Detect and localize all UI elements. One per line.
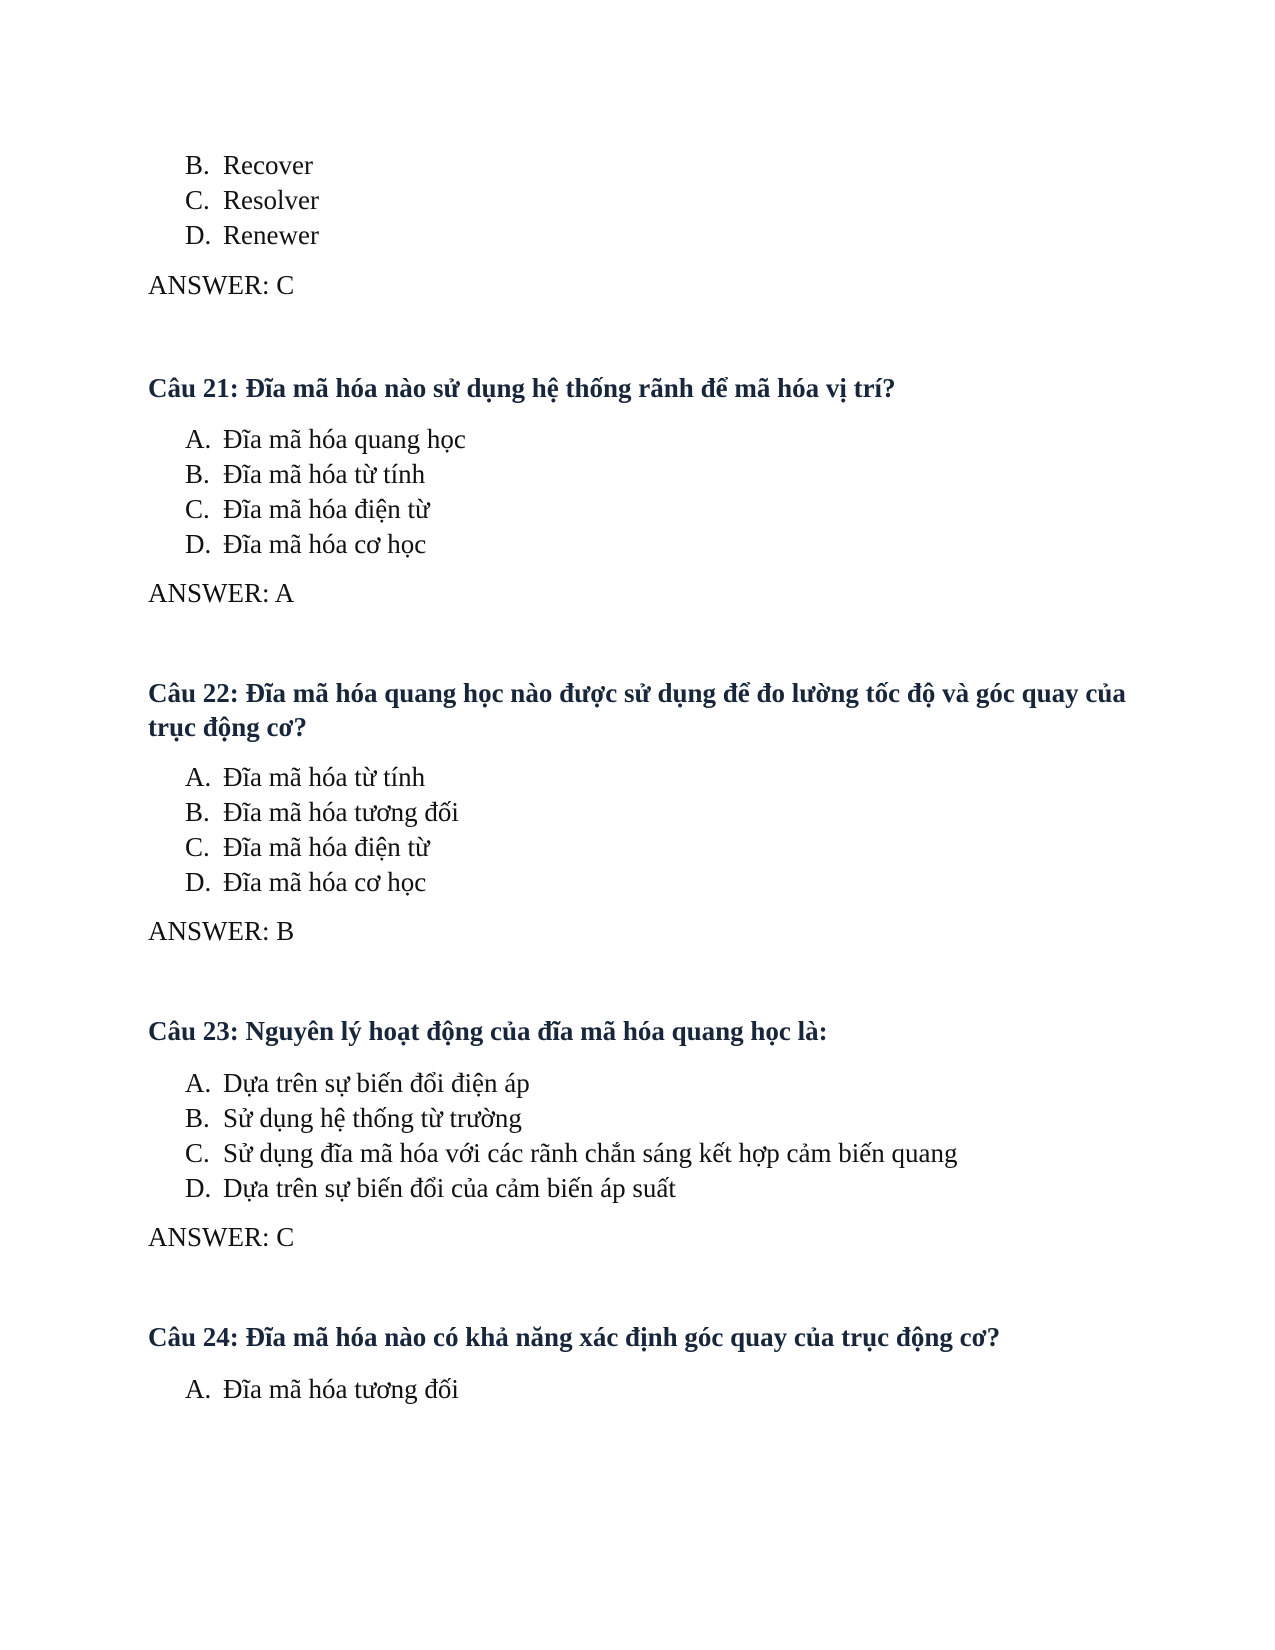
option-item xyxy=(185,760,425,794)
option-letter: C. xyxy=(185,185,210,215)
option-text: Đĩa mã hóa cơ học xyxy=(223,867,427,897)
option-item xyxy=(185,457,425,491)
option-letter: B. xyxy=(185,797,210,827)
option-item xyxy=(185,795,459,829)
answer-line: ANSWER: B xyxy=(148,916,295,946)
option-letter: D. xyxy=(185,1173,212,1203)
option-item xyxy=(185,1136,957,1170)
question-title: Câu 22: Đĩa mã hóa quang học nào được sử dụng để đo lường tốc độ và góc quay của trục động cơ? xyxy=(148,678,1126,742)
option-letter: D. xyxy=(185,529,212,559)
option-letter: B. xyxy=(185,150,210,180)
option-letter: A. xyxy=(185,1374,212,1404)
option-text: Đĩa mã hóa điện từ xyxy=(223,494,430,524)
option-letter: A. xyxy=(185,1068,212,1098)
option-text: Đĩa mã hóa quang học xyxy=(223,424,466,454)
option-item xyxy=(185,148,313,182)
option-letter: B. xyxy=(185,459,210,489)
answer-line: ANSWER: C xyxy=(148,1222,295,1252)
option-text: Đĩa mã hóa tương đối xyxy=(223,1374,459,1404)
question-title: Câu 21: Đĩa mã hóa nào sử dụng hệ thống rãnh để mã hóa vị trí? xyxy=(148,373,896,403)
option-item xyxy=(185,1372,459,1406)
option-text: Sử dụng đĩa mã hóa với các rãnh chắn sáng kết hợp cảm biến quang xyxy=(223,1138,958,1168)
option-item xyxy=(185,1101,522,1135)
option-item xyxy=(185,218,319,252)
option-item xyxy=(185,1066,530,1100)
option-item xyxy=(185,183,319,217)
option-text: Resolver xyxy=(223,185,319,215)
option-text: Renewer xyxy=(223,220,319,250)
option-item xyxy=(185,527,426,561)
option-letter: C. xyxy=(185,1138,210,1168)
option-letter: D. xyxy=(185,867,212,897)
answer-line: ANSWER: C xyxy=(148,270,295,300)
question-title: Câu 24: Đĩa mã hóa nào có khả năng xác định góc quay của trục động cơ? xyxy=(148,1322,1001,1352)
option-item xyxy=(185,830,430,864)
option-item xyxy=(185,492,430,526)
option-text: Đĩa mã hóa điện từ xyxy=(223,832,430,862)
option-letter: A. xyxy=(185,424,212,454)
option-letter: B. xyxy=(185,1103,210,1133)
option-text: Dựa trên sự biến đổi của cảm biến áp suất xyxy=(223,1173,676,1203)
option-item xyxy=(185,865,426,899)
option-text: Sử dụng hệ thống từ trường xyxy=(223,1103,522,1133)
option-item xyxy=(185,422,466,456)
option-text: Đĩa mã hóa từ tính xyxy=(223,459,426,489)
option-text: Recover xyxy=(223,150,313,180)
option-letter: C. xyxy=(185,832,210,862)
question-title: Câu 23: Nguyên lý hoạt động của đĩa mã hóa quang học là: xyxy=(148,1016,828,1046)
option-text: Đĩa mã hóa cơ học xyxy=(223,529,427,559)
option-item xyxy=(185,1171,676,1205)
answer-line: ANSWER: A xyxy=(148,578,295,608)
option-letter: D. xyxy=(185,220,212,250)
option-letter: C. xyxy=(185,494,210,524)
option-letter: A. xyxy=(185,762,212,792)
option-text: Đĩa mã hóa từ tính xyxy=(223,762,426,792)
option-text: Đĩa mã hóa tương đối xyxy=(223,797,459,827)
option-text: Dựa trên sự biến đổi điện áp xyxy=(223,1068,530,1098)
